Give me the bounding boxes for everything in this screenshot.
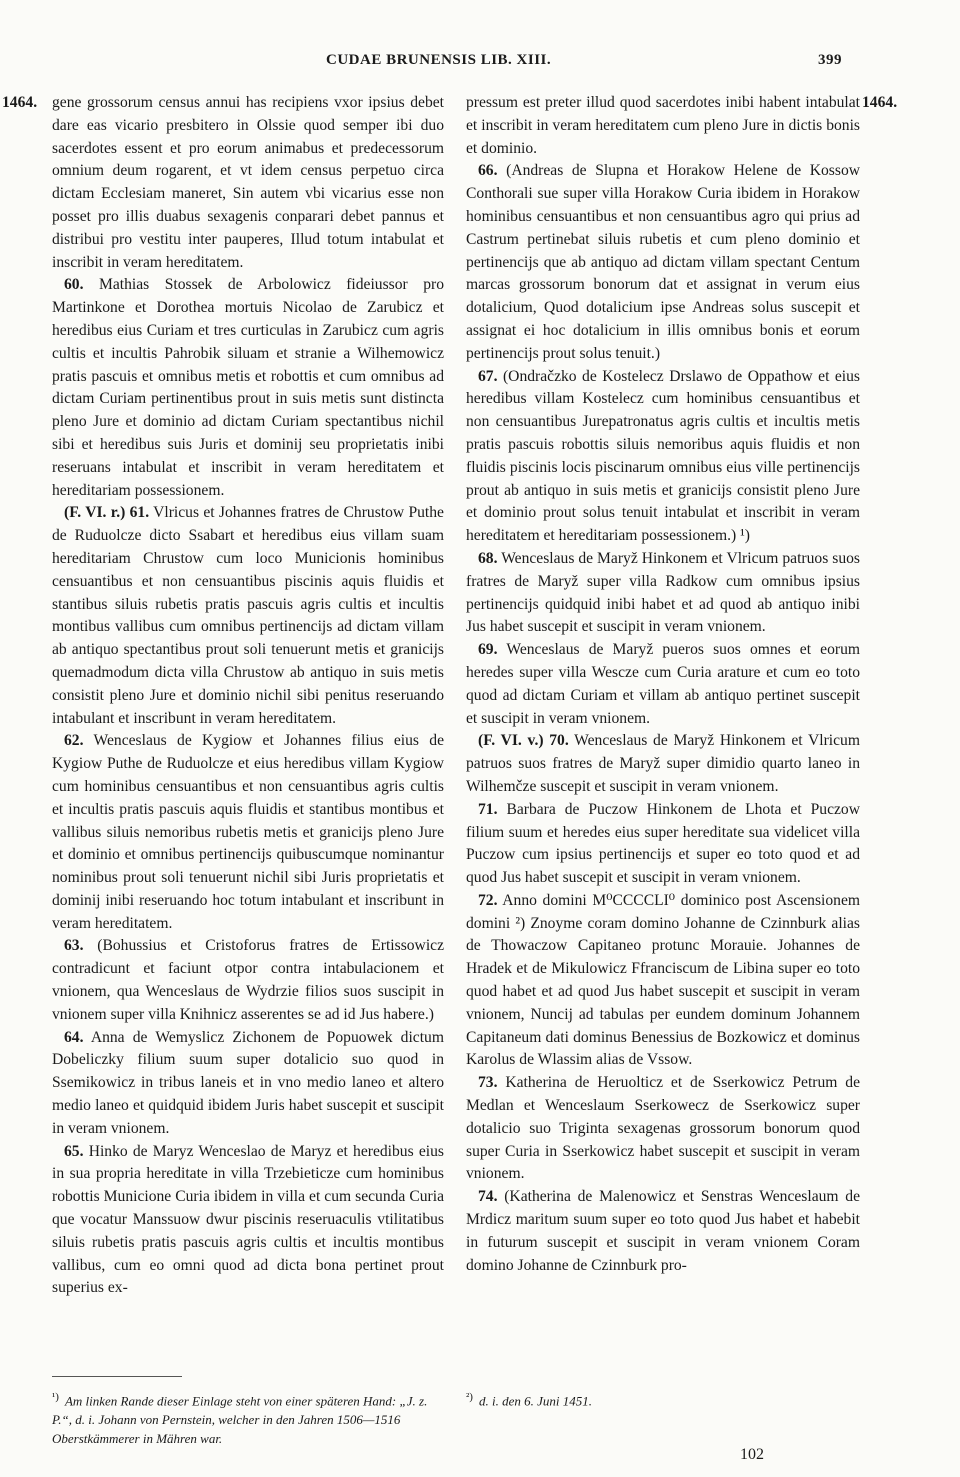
entry-62 xyxy=(52,730,444,935)
entry-number: 73. xyxy=(478,1074,498,1092)
entry-text: Vlricus et Johannes fratres de Chrustow Puthe de Ruduolcze dicto Ssabart et heredibus eius villam suam hereditariam Chrustow cum loco Municionis hominibus censuantibus et non censuantibus piscinis aquis fluidis et stantibus siluis rubetis pratis pascuis agris cultis et incultis montibus vallibus cum omnibus pertinencijs ad dictam villam ab antiquo spectantibus prout soli tenuerunt metis et granicijs quemadmodum dicta villa Chrustow ab antiquo in suis metis consistit pleno Jure et dominio nichil sibi penitus reseruando intabulant et inscribunt in veram hereditatem. xyxy=(52,504,444,727)
entry-67 xyxy=(466,366,860,548)
entry-number: 67. xyxy=(478,367,498,385)
entry-text: Wenceslaus de Maryž Hinkonem et Vlricum patruos suos fratres de Maryž super villa Radkow cum omnibus ipsius pertinencijs quidquid inibi habet et ad quod ab antiquo inibi Jus habet suscepit et suscipit in veram vnionem. xyxy=(466,549,860,636)
entry-65 xyxy=(52,1141,444,1301)
running-title: CUDAE BRUNENSIS LIB. XIII. xyxy=(326,52,552,68)
page-number: 399 xyxy=(818,52,842,68)
entry-number: 66. xyxy=(478,162,498,180)
entry-number: 65. xyxy=(64,1142,84,1160)
entry-text: gene grossorum census annui has recipiens vxor ipsius debet dare eas vicario presbitero in Olssie quod semper ibi duo sacerdotes essent et pro eorum animabus et predecessorum omnium deum rogarent, et vt idem census perpetuo circa dictam Ecclesiam maneret, Sin autem vbi vicarius esse non posset pro illis duabus sexagenis conparari debet pannus et distribui pro vestitu inter pauperes, Illud totum intabulat et inscribit in veram hereditatem. xyxy=(52,94,444,271)
entry-text: pressum est preter illud quod sacerdotes inibi habent intabulat et inscribit in veram hereditatem cum pleno Jure in dictis bonis et dominio. xyxy=(466,94,860,157)
entry-71 xyxy=(466,799,860,890)
entry-number: 74. xyxy=(478,1188,498,1206)
entry-73 xyxy=(466,1072,860,1186)
footnote-mark: ¹) xyxy=(52,1391,59,1403)
entry-text: Wenceslaus de Kygiow et Johannes filius eius de Kygiow Puthe de Ruduolcze et eius heredibus villam Kygiow cum hominibus censuantibus et non censuantibus agris cultis et incultis pratis pascuis aquis fluidis et stantibus montibus et vallibus siluis nemoribus rubetis metis et granicijs pleno Jure et dominio et omnibus pertinencijs quibuscumque nominantur nominibus prout soli tenuerunt nichil sibi Juris proprietatis et dominij inibi reseruando hoc totum intabulant et inscribunt in veram hereditatem. xyxy=(52,732,444,932)
entry-number: 71. xyxy=(478,800,498,818)
entry-text: Anna de Wemyslicz Zichonem de Popuowek dictum Dobeliczky filium suum super dotalicio suo quod in Ssemikowicz in tribus laneis et in vno medio laneo et altero medio laneo et quidquid ibidem Juris habet suscepit et suscipit in veram vnionem. xyxy=(52,1028,444,1137)
entry-72 xyxy=(466,890,860,1072)
left-column xyxy=(52,92,444,1300)
entry-70 xyxy=(466,730,860,798)
margin-year-left: 1464. xyxy=(2,94,38,111)
entry-number: 63. xyxy=(64,937,84,955)
entry-60 xyxy=(52,274,444,502)
entry-74 xyxy=(466,1186,860,1277)
entry-number: 62. xyxy=(64,732,84,750)
entry-69 xyxy=(466,639,860,730)
entry-text: (Andreas de Slupna et Horakow Helene de Kossow Conthorali sue super villa Horakow Curia ibidem in Horakow hominibus censuantibus et non censuantibus agro qui prius ad Castrum pertinebat siluis rubetis et cum pleno dominio et pertinencijs que ab antiquo ad dictam villam spectant Centum marcas grossorum bonorum dat et assignat in verum eius dotalicium, Quod dotalicium ipse Andreas solus suscepit et assignat ei hoc dotalicium in illis omnibus bonis et eorum pertinencijs prout solus tenuit.) xyxy=(466,162,860,362)
entry-number: (F. VI. r.) 61. xyxy=(64,504,150,522)
right-column xyxy=(466,92,860,1277)
entry-number: 72. xyxy=(478,891,498,909)
entry-61 xyxy=(52,502,444,730)
footnote-1 xyxy=(52,1388,444,1448)
entry-65-continued xyxy=(466,92,860,160)
margin-year-right: 1464. xyxy=(862,94,898,111)
entry-68 xyxy=(466,548,860,639)
entry-number: 60. xyxy=(64,276,84,294)
footnote-divider xyxy=(52,1376,182,1377)
entry-number: (F. VI. v.) 70. xyxy=(478,732,569,750)
entry-text: Mathias Stossek de Arbolowicz fideiussor pro Martinkone et Dorothea mortuis Nicolao de Zarubicz et heredibus eius Curiam et tres curticulas in Zarubicz cum agris cultis et incultis Pahrobik siluam et stranie a Wilhemowicz pratis pascuis et omnibus metis et robottis et cum omnibus ad dictam Curiam pertinentibus prout in suis metis sunt distincta pleno Jure et dominio ad dictam Curiam spectantibus nichil sibi et heredibus suis Juris et dominij seu proprietatis inibi reseruans intabulat et inscribit in veram hereditatem et hereditariam possessionem. xyxy=(52,276,444,499)
entry-number: 69. xyxy=(478,641,498,659)
footnote-text: Am linken Rande dieser Einlage steht von einer späteren Hand: „J. z. P.“, d. i. Johann von Pernstein, welcher in den Jahren 1506—1516 Oberstkämmerer in Mähren war. xyxy=(52,1393,428,1447)
entry-text: Wenceslaus de Maryž pueros suos omnes et eorum heredes super villa Wescze cum Curia arature et cum eo toto quod ad dictam Curiam et villam ab antiquo pertinet suscepit et suscipit in veram vnionem. xyxy=(466,641,861,727)
entry-number: 68. xyxy=(478,549,498,567)
entry-text: (Ondračzko de Kostelecz Drslawo de Oppathow et eius heredibus villam Kostelecz cum hominibus censuantibus et non censuantibus Jurepatronatus agris cultis et incultis metis pratis pascuis robottis siluis nemoribus aquis fluidis et non fluidis piscinis locis piscinarum omnibus eius ville pertinencijs prout ab antiquo in suis metis et granicijs consistit pleno Jure et dominio prout solus tenuit intabulat et inscribit in veram hereditatem et hereditariam possessionem.) ¹) xyxy=(466,367,860,545)
entry-text: Barbara de Puczow Hinkonem de Lhota et Puczow filium suum et heredes eius super hereditate sua videlicet villa Puczow cum ipsius pertinencijs et super eo toto quod et ad quod Jus habet suscepit et suscipit in veram vnionem. xyxy=(466,800,860,887)
entry-64 xyxy=(52,1027,444,1141)
entry-59-continued xyxy=(52,92,444,274)
footnote-2 xyxy=(466,1388,860,1410)
entry-text: (Katherina de Malenowicz et Senstras Wenceslaum de Mrdicz maritum suum super eo toto quod Jus habet et habebit in futurum suscepit et suscipit in veram vnionem Coram domino Johanne de Czinnburk pro- xyxy=(466,1188,860,1274)
entry-text: Anno domini M⁰CCCCLI⁰ dominico post Ascensionem domini ²) Znoyme coram domino Johanne de Czinnburk alias de Thowaczow Capitaneo protunc Morauie. Johannes de Hradek et de Mikulowicz Ffranciscum de Libina super eo toto quod habet et ad quod Jus habet suscepit et suscipit in veram vnionem, Nuncij ad tabulas per eundem dominum Johannem Capitaneum dati dominus Benessius de Bozkowicz et dominus Karolus de Wlassim alias de Vssow. xyxy=(466,891,860,1069)
entry-66 xyxy=(466,160,860,365)
entry-number: 64. xyxy=(64,1028,84,1046)
entry-text: (Bohussius et Cristoforus fratres de Ertissowicz contradicunt et faciunt otpor contra intabulacionem et vnionem, qua Wenceslaus de Wydrzie filios suos suscipit in vnionem super villa Knihnicz asserentes se ad id Jus habere.) xyxy=(52,937,444,1023)
entry-text: Katherina de Heruolticz et de Sserkowicz Petrum de Medlan et Wenceslaum Sserkowecz de Sserkowicz super dotalicio suo Triginta sexagenas grossorum bonorum quod super Curia in Sserkowicz habet suscepit et suscipit in veram vnionem. xyxy=(466,1074,860,1183)
sheet-number: 102 xyxy=(740,1446,764,1463)
running-head xyxy=(0,52,960,74)
footnote-mark: ²) xyxy=(466,1391,473,1403)
footnote-text: d. i. den 6. Juni 1451. xyxy=(478,1393,592,1409)
entry-63 xyxy=(52,935,444,1026)
entry-text: Hinko de Maryz Wenceslao de Maryz et heredibus eius in sua propria hereditate in villa Trzebieticze cum hominibus robottis Municione Curia ibidem in villa et cum secunda Curia que vocatur Manssuow dwur piscinis reseruaculis vtilitatibus siluis rubetis pratis pascuis agris cultis et incultis montibus vallibus, cum eo omni quod ad dicta bona pertinet prout superius ex- xyxy=(52,1142,444,1297)
entry-text: Wenceslaus de Maryž Hinkonem et Vlricum patruos suos fratres de Maryž super dimidio quarto laneo in Wilhemčze suscepit et suscipit in veram vnionem. xyxy=(466,732,860,795)
